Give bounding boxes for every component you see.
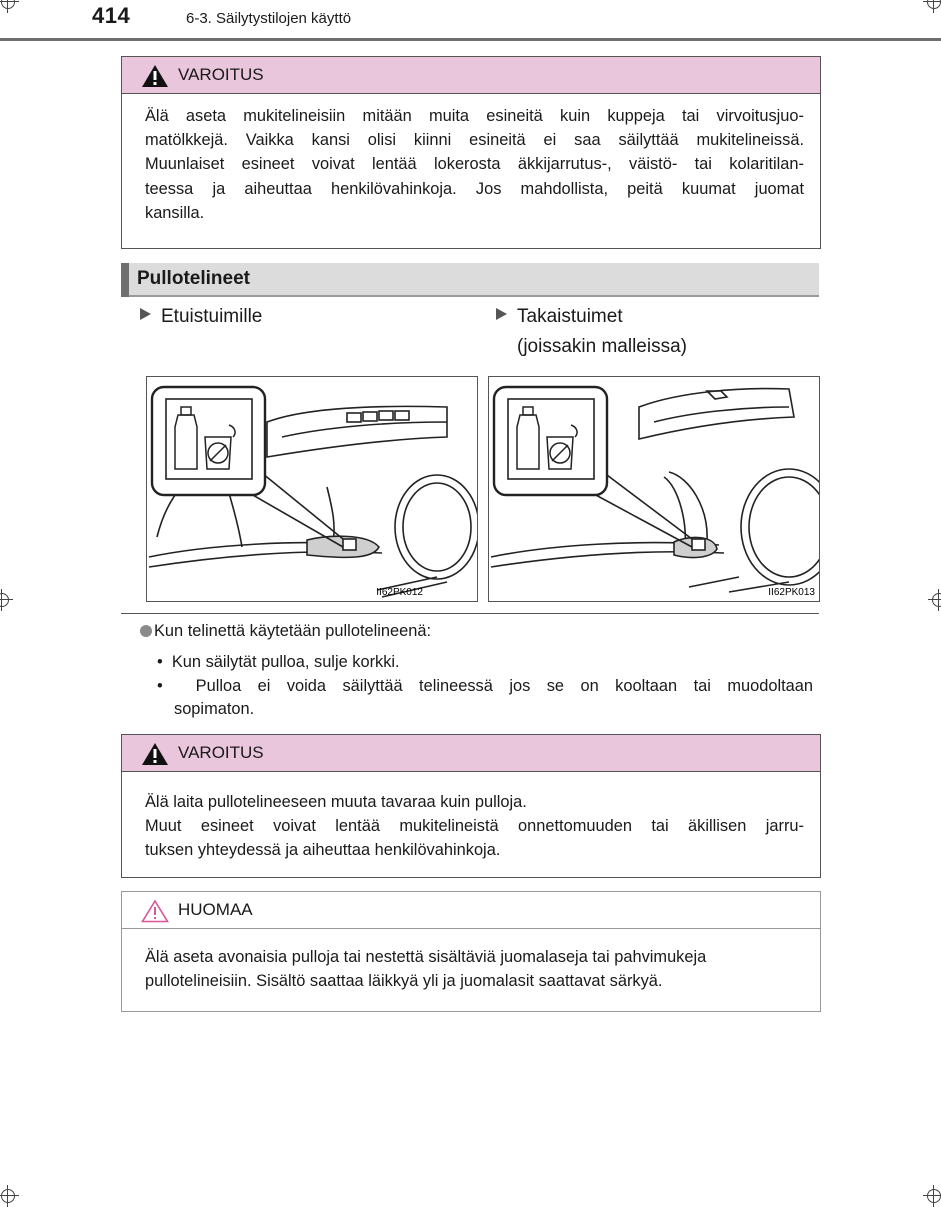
list-item	[157, 675, 813, 699]
list-item-continuation: sopimaton.	[174, 700, 255, 718]
subsection-rear-label: Takaistuimet	[517, 306, 623, 327]
warning-box-bottle-holders	[121, 734, 821, 878]
figure-rear-door	[488, 376, 820, 602]
subsection-front-label: Etuistuimille	[161, 306, 263, 327]
warning-box-header	[122, 57, 820, 94]
text-line: tuksen yhteydessä ja aiheuttaa henkilövahinkoja.	[145, 841, 501, 860]
note-heading-text: Kun telinettä käytetään pullotelineenä:	[154, 622, 432, 640]
triangle-bullet-icon	[140, 308, 151, 320]
notice-text	[122, 929, 820, 993]
section-header	[121, 263, 819, 297]
notice-title: HUOMAA	[178, 900, 253, 919]
warning-triangle-icon	[141, 64, 169, 88]
text-line: Muut esineet voivat lentää mukitelineistä onnettomuuden tai äkillisen jarru-	[145, 817, 804, 836]
rear-door-illustration	[489, 377, 819, 601]
notice-box-header	[122, 892, 820, 929]
text-line: Muunlaiset esineet voivat lentää lokerosta äkkijarrutus-, väistö- tai kolaritilan-	[145, 155, 804, 174]
notice-triangle-icon	[141, 899, 169, 923]
warning-title: VAROITUS	[178, 743, 264, 762]
subsection-rear	[496, 303, 623, 331]
circle-bullet-icon	[140, 625, 152, 637]
crop-mark-mid-right	[928, 589, 941, 611]
list-item-text: Pulloa ei voida säilyttää telineessä jos se on kooltaan tai muodoltaan	[195, 677, 813, 695]
warning-text	[122, 94, 820, 225]
crop-mark-bottom-right	[923, 1185, 941, 1207]
list-item-text: Kun säilytät pulloa, sulje korkki.	[171, 653, 400, 671]
figure-front-door	[146, 376, 478, 602]
text-line: Älä aseta avonaisia pulloja tai nestettä sisältäviä juomalaseja tai pahvimukeja	[145, 948, 707, 966]
section-accent-bar	[121, 263, 129, 297]
text-line: kansilla.	[145, 203, 205, 222]
subsection-front	[140, 303, 262, 331]
text-line: teessa ja aiheuttaa henkilövahinkoja. Jos mahdollista, peitä kuumat juomat	[145, 179, 804, 198]
warning-box-cupholders	[121, 56, 821, 249]
bullet-dot: •	[157, 677, 196, 695]
crop-mark-mid-left	[0, 589, 13, 611]
note-rule	[121, 613, 819, 614]
warning-title: VAROITUS	[178, 65, 264, 84]
page-number: 414	[92, 3, 131, 28]
warning-box-header	[122, 735, 820, 772]
bullet-dot: •	[157, 653, 172, 671]
header-rule	[0, 38, 941, 41]
notice-box	[121, 891, 821, 1012]
warning-text	[122, 772, 820, 863]
chapter-title: 6-3. Säilytystilojen käyttö	[186, 10, 352, 27]
text-line: matölkkejä. Vaikka kansi olisi kiinni esineitä ei saa säilyttää mukitelineissä.	[145, 131, 804, 150]
front-door-illustration	[147, 377, 477, 601]
triangle-bullet-icon	[496, 308, 507, 320]
section-title: Pullotelineet	[137, 268, 250, 289]
subsection-rear-note: (joissakin malleissa)	[517, 336, 687, 357]
note-heading	[140, 622, 431, 641]
list-item	[157, 651, 400, 675]
text-line: pullotelineisiin. Sisältö saattaa läikkyä yli ja juomalasit saattavat särkyä.	[145, 972, 663, 991]
crop-mark-top-right	[923, 0, 941, 13]
text-line: Älä aseta mukitelineisiin mitään muita esineitä kuin kuppeja tai virvoitusjuo-	[145, 107, 804, 125]
text-line: Älä laita pullotelineeseen muuta tavaraa kuin pulloja.	[145, 793, 527, 811]
figure-code: II62PK013	[768, 587, 815, 598]
warning-triangle-icon	[141, 742, 169, 766]
crop-mark-bottom-left	[0, 1185, 19, 1207]
crop-mark-top-left	[0, 0, 19, 13]
figure-code: II62PK012	[376, 587, 423, 598]
